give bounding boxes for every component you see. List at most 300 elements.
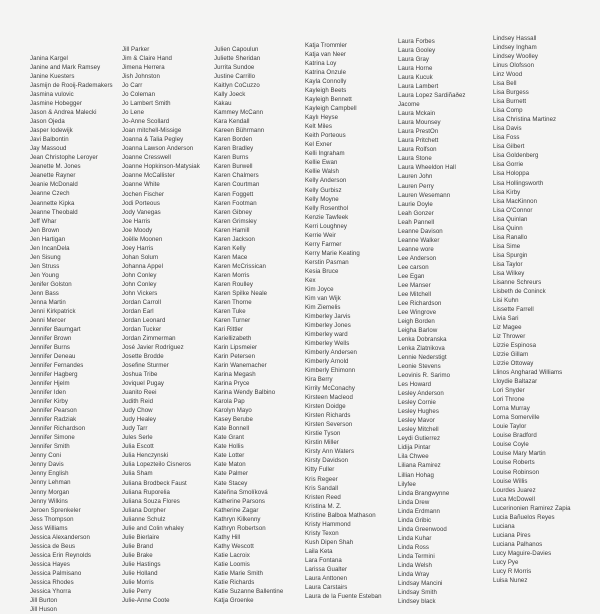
name-entry: Lisa MacKinnon	[493, 197, 538, 205]
name-entry: Jill Huson	[30, 605, 57, 613]
name-entry: Liz Thrower	[493, 333, 526, 341]
name-entry: Karola Pap	[214, 398, 245, 406]
name-entry: Juanito Reei	[122, 389, 157, 397]
name-entry: Linda Drew	[398, 498, 430, 506]
name-entry: Lauren Wesemann	[398, 191, 451, 199]
name-entry: Lucy R Morris	[493, 567, 532, 575]
name-entry: Jen Brown	[30, 226, 60, 234]
name-entry: Lucerinonien Ramirez Zapia	[493, 504, 571, 512]
name-entry: Louise Coyle	[493, 441, 529, 449]
name-entry: Luca McDowell	[493, 495, 535, 503]
name-entry: Kirsty Davidson	[305, 457, 349, 465]
name-entry: Kush Dipen Shah	[305, 538, 354, 546]
name-entry: Lennie Nederstigt	[398, 354, 447, 362]
name-entry: Juliana Dorpher	[122, 506, 166, 514]
name-entry: Karin Wanemacher	[214, 362, 267, 370]
name-entry: Judy Healey	[122, 416, 157, 424]
name-entry: Juliana Brodbeck Faust	[122, 479, 187, 487]
name-entry: Jim & Claire Hand	[122, 55, 172, 63]
name-entry: Joëlle Moonen	[122, 235, 163, 243]
name-entry: Louise Willis	[493, 477, 528, 485]
name-entry: Jenifer Golston	[30, 280, 72, 288]
name-entry: Kimberley Jones	[305, 321, 351, 329]
name-entry: Laura de la Fuente Esteban	[305, 592, 382, 600]
name-entry: Luisa Nunez	[493, 576, 528, 584]
name-entry: Jodi Porteous	[122, 199, 160, 207]
name-entry: Kimberley ward	[305, 331, 348, 338]
name-entry: Kel Exner	[305, 141, 332, 149]
name-entry: Kirsteen Macleod	[305, 394, 353, 402]
name-entry: Kristy Texon	[305, 529, 339, 537]
name-entry: Kelly Gurbisz	[305, 186, 342, 194]
name-entry: Kate Hollis	[214, 443, 244, 451]
name-entry: Kelly Anderson	[305, 177, 347, 185]
name-entry: Leovinis R. Sarimo	[398, 372, 451, 380]
name-entry: Kesia Bruce	[305, 267, 339, 275]
name-entry: Jeanne Theobald	[30, 208, 78, 216]
name-entry: Linus Olofsson	[493, 62, 535, 70]
name-entry: Katrina Onzule	[305, 69, 347, 77]
name-entry: Kakau	[214, 100, 232, 108]
name-entry: Juliette Sheridan	[214, 55, 261, 63]
name-entry: Louie Taylor	[493, 423, 527, 431]
name-entry: Jenna Martin	[30, 298, 66, 306]
name-entry: Laura Horne	[398, 65, 433, 73]
name-entry: Karen Bradley	[214, 145, 254, 153]
name-entry: Jish Johnston	[122, 73, 160, 81]
name-entry: Lesley Cornie	[398, 399, 436, 407]
name-entry: Karen Courtman	[214, 181, 260, 189]
name-entry: Jessica Yhorra	[30, 587, 71, 595]
name-entry: Lori Snyder	[493, 387, 525, 395]
name-entry: Lindsay Mancini	[398, 579, 443, 587]
name-entry: Laura Mounsey	[398, 119, 441, 127]
name-entry: Laila Keta	[305, 547, 333, 555]
name-entry: Jo Carr	[122, 82, 143, 90]
name-entry: Jimena Herrera	[122, 64, 165, 72]
name-entry: Kelly Moyne	[305, 195, 339, 203]
name-entry: Kate Grant	[214, 434, 244, 442]
name-entry: Lizzie Espinosa	[493, 342, 537, 350]
name-entry: Lisanne Schreurs	[493, 278, 542, 286]
name-entry: Jochen Fischer	[122, 190, 165, 198]
name-entry: Jo-Anne Scollard	[122, 118, 170, 126]
name-entry: Lara Fontana	[305, 556, 342, 564]
name-entry: Linda Wray	[398, 570, 430, 578]
name-entry: Lindsay Smith	[398, 588, 437, 596]
name-entry: Katie Loomis	[214, 560, 250, 568]
name-entry: Lesley Mavor	[398, 417, 435, 425]
names-column-6	[493, 34, 589, 585]
name-entry: Joshua Tribe	[122, 371, 158, 379]
name-entry: Jason Ojeda	[30, 118, 65, 126]
name-entry: Kris Regeer	[305, 475, 338, 483]
name-entry: Janina Kargel	[30, 55, 68, 62]
name-entry: Joe Moody	[122, 226, 153, 234]
name-entry: Jennifer Richardson	[30, 425, 86, 433]
name-entry: Kirsten Doidge	[305, 403, 346, 411]
name-entry: Karen Turner	[214, 316, 251, 324]
name-entry: Jordan Leonard	[122, 316, 166, 324]
name-entry: Julie Holland	[122, 569, 158, 577]
name-entry: Kirsten Severson	[305, 421, 353, 429]
name-entry: Linda Kuhar	[398, 534, 432, 542]
name-entry: Kayleigh Beets	[305, 87, 347, 95]
name-entry: Lee Mitchell	[398, 290, 432, 298]
name-entry: Louise Mary Martin	[493, 450, 546, 458]
name-entry: Julie Hastings	[122, 560, 161, 568]
name-entry: Jeanie McDonald	[30, 181, 78, 189]
name-entry: Lisa Holoppa	[493, 170, 530, 178]
name-entry: Jacome	[398, 101, 420, 109]
name-entry: Kathy Hill	[214, 533, 241, 541]
name-entry: Karolyn Mayo	[214, 407, 252, 415]
name-entry: Lesley Hughes	[398, 408, 439, 416]
name-entry: Lillian Hohag	[398, 471, 434, 479]
name-entry: Laura Gray	[398, 56, 429, 64]
name-entry: Laura Mckain	[398, 110, 436, 118]
name-entry: Kim Ziemelis	[305, 303, 341, 311]
name-entry: Jessica Palmisano	[30, 569, 82, 577]
name-entry: Kathy Wescott	[214, 542, 254, 550]
name-entry: Lucy Maguire-Davies	[493, 549, 552, 557]
name-entry: Karen Grimsley	[214, 217, 257, 225]
name-entry: Lisa Comp	[493, 107, 523, 115]
name-entry: Lenka Dobranska	[398, 336, 447, 344]
name-entry: Lindsey Hassall	[493, 35, 537, 42]
name-entry: Julien Capoulun	[214, 46, 259, 53]
name-entry: Jeanette Rayner	[30, 172, 76, 180]
names-column-3	[214, 45, 310, 605]
name-entry: John Conley	[122, 271, 157, 279]
name-entry: Leonie Stevens	[398, 363, 441, 371]
name-entry: Jennifer Kirby	[30, 398, 68, 406]
name-entry: Laura Rolfson	[398, 146, 437, 154]
name-entry: Kate Bonnell	[214, 425, 250, 433]
name-entry: Jennifer Deneau	[30, 353, 76, 361]
name-entry: Lindsey black	[398, 597, 436, 605]
name-entry: Juliana Souza Flores	[122, 497, 180, 505]
name-entry: Lenka Zlatnikova	[398, 345, 445, 353]
name-entry: Louise Roberts	[493, 459, 535, 467]
name-entry: Kerry Marie Keating	[305, 249, 360, 257]
name-entry: Kammey McCann	[214, 109, 264, 117]
name-entry: Linda Erdmann	[398, 507, 440, 515]
name-entry: Kasey Berube	[214, 416, 253, 424]
name-entry: Lisa Gorrie	[493, 161, 524, 169]
name-entry: Lisa Taylor	[493, 260, 523, 268]
name-entry: Kitty Fuller	[305, 466, 335, 474]
name-entry: Judith Reid	[122, 398, 154, 406]
name-entry: Lisa Quinn	[493, 224, 523, 232]
name-entry: Kate Palmer	[214, 470, 249, 478]
name-entry: Liz Magee	[493, 324, 522, 331]
name-entry: Kristen Reed	[305, 493, 341, 501]
name-entry: Lorna Murray	[493, 405, 530, 413]
name-entry: Laura Wheeldon Hall	[398, 164, 456, 172]
name-entry: Julie Perry	[122, 587, 152, 595]
name-entry: José Javier Rodríguez	[122, 344, 184, 352]
name-entry: Jess Williams	[30, 524, 68, 532]
name-entry: Jeannette Kipka	[30, 199, 75, 207]
name-entry: Jessica Hayes	[30, 560, 70, 568]
name-entry: Laura Lopez Sardiñaðez	[398, 92, 466, 100]
name-entry: Lee Manser	[398, 281, 431, 289]
name-entry: Jay Massoud	[30, 145, 67, 153]
name-entry: Jeanne Czech	[30, 190, 70, 198]
name-entry: Lisa Quinlan	[493, 215, 528, 223]
name-entry: Kex	[305, 276, 316, 284]
name-entry: Jennifer Smith	[30, 443, 70, 451]
name-entry: Kate Lotter	[214, 452, 245, 460]
name-entry: Lesley Anderson	[398, 390, 444, 398]
name-entry: Karen Foggett	[214, 190, 254, 198]
name-entry: Jenny English	[30, 470, 69, 478]
name-entry: Lisa Spurgin	[493, 251, 528, 259]
name-entry: Leanne Davison	[398, 227, 443, 235]
name-entry: Lloydie Baltazar	[493, 378, 538, 386]
name-entry: Lisa Sime	[493, 242, 521, 250]
name-entry: Lourdes Juarez	[493, 486, 536, 494]
name-entry: Jenny Lehman	[30, 479, 71, 487]
name-entry: Jordan Carroll	[122, 298, 161, 306]
name-entry: Karen McCrissican	[214, 262, 266, 270]
name-entry: Jasmina vulovic	[30, 91, 74, 99]
name-entry: Jessica Rhodes	[30, 578, 74, 586]
name-entry: Karen Mace	[214, 253, 248, 261]
name-entry: Katie Suzanne Ballentine	[214, 587, 284, 595]
name-entry: Karina Megash	[214, 371, 256, 379]
name-entry: Karen Burwell	[214, 163, 253, 171]
name-entry: John Vickers	[122, 289, 158, 297]
name-entry: Jordan Zimmerman	[122, 335, 176, 342]
name-entry: Karen Chalmers	[214, 172, 259, 180]
name-entry: Kirsty Ann Waters	[305, 448, 355, 456]
name-entry: John Conley	[122, 280, 157, 288]
name-entry: Jenny Coni	[30, 452, 61, 460]
name-entry: Kerstin Pasman	[305, 258, 349, 266]
name-entry: Kirstie Tyson	[305, 430, 341, 438]
name-entry: Lori Throne	[493, 396, 525, 404]
name-entry: Kate Stacey	[214, 479, 248, 487]
name-entry: Katherine Zagar	[214, 506, 259, 514]
name-entry: Jen Sisung	[30, 253, 61, 261]
name-entry: Lindsey Ingham	[493, 44, 537, 52]
name-entry: Luciana Pires	[493, 531, 531, 539]
name-entry: Jennifer Fernandes	[30, 362, 84, 370]
name-entry: Linz Wood	[493, 71, 523, 79]
name-entry: Jenni Mercer	[30, 316, 66, 324]
name-entry: Katie Marie Smith	[214, 569, 263, 577]
name-entry: Leah Gonzer	[398, 209, 434, 217]
name-entry: Luciana	[493, 522, 515, 530]
name-entry: Lisi Kuhn	[493, 296, 519, 304]
name-entry: Johan Solum	[122, 253, 159, 261]
name-entry: Lisa Kirby	[493, 188, 521, 196]
name-entry: Joanne Hopkinson-Matysiak	[122, 163, 200, 171]
name-entry: Kris Sandall	[305, 484, 339, 492]
name-entry: Julie and Colin whaley	[122, 524, 184, 532]
name-entry: Jennifer Hagberg	[30, 371, 78, 379]
name-entry: Keith Porteous	[305, 132, 346, 140]
name-entry: Jennifer Iden	[30, 389, 66, 397]
name-entry: Karen Roulley	[214, 280, 253, 288]
name-entry: Jennifer Simone	[30, 434, 75, 442]
name-entry: Kenzie Tawfeek	[305, 213, 349, 221]
name-entry: Lisbeth de Coninck	[493, 287, 546, 295]
name-entry: Kristine Balboa Mathason	[305, 511, 376, 519]
name-entry: Jeff Whar	[30, 217, 57, 225]
name-entry: Kayleigh Campbell	[305, 105, 357, 113]
name-entry: Jenny Davis	[30, 461, 64, 469]
name-entry: Joanna & Talia Pegley	[122, 136, 184, 144]
name-entry: Karen Tuke	[214, 307, 246, 315]
name-entry: Louise Bradford	[493, 432, 537, 440]
name-entry: Jean Christophe Leroyer	[30, 154, 98, 162]
name-entry: Jeroen Sprenkeler	[30, 506, 81, 514]
name-entry: Lisa Bell	[493, 80, 517, 88]
name-entry: Les Howard	[398, 381, 432, 389]
name-entry: Karen Jackson	[214, 235, 255, 243]
name-entry: Julia Lopezteilo Cisneros	[122, 461, 191, 469]
name-entry: Jody Vanegas	[122, 208, 161, 216]
name-entry: Lisa Foss	[493, 134, 520, 142]
name-entry: Lesley Mitchell	[398, 426, 439, 434]
name-entry: Lee Egan	[398, 272, 425, 280]
name-entry: Kellie Walsh	[305, 168, 339, 176]
name-entry: Kelt Miles	[305, 123, 332, 131]
name-entry: Kaitlyn CoCuzzo	[214, 82, 260, 90]
name-entry: Jen Hartigan	[30, 235, 66, 243]
name-entry: Lisa Wilkey	[493, 269, 525, 277]
name-entry: Jessica de Beus	[30, 542, 76, 550]
name-entry: Lisa Goldenberg	[493, 152, 539, 160]
name-entry: Joan mitchell-Missige	[122, 127, 182, 135]
name-entry: Lauren Perry	[398, 182, 434, 190]
names-column-1	[30, 54, 126, 614]
name-entry: Karen Thorne	[214, 298, 252, 306]
name-entry: Jurrita Sundoe	[214, 64, 255, 72]
name-entry: Livia Sari	[493, 314, 519, 322]
name-entry: Kirsten Richards	[305, 412, 351, 420]
name-entry: Kirrily McConachy	[305, 385, 355, 393]
name-entry: Julie Brake	[122, 551, 153, 559]
name-entry: Linda Brangwynne	[398, 489, 450, 497]
name-entry: Karen Gibney	[214, 208, 252, 216]
name-entry: Kathryn Kilkenny	[214, 515, 261, 523]
name-entry: Joviquel Pugay	[122, 380, 165, 388]
name-entry: Kerrie Weir	[305, 231, 336, 239]
name-entry: Jenni Kirkpatrick	[30, 307, 76, 315]
name-entry: Kim Joyce	[305, 285, 334, 293]
name-entry: Julie Morris	[122, 578, 154, 586]
name-entry: Kathryn Robertson	[214, 524, 266, 532]
name-entry: Judy Chow	[122, 407, 153, 415]
names-column-4	[305, 41, 401, 601]
name-entry: Kelli Ingraham	[305, 150, 345, 158]
name-entry: Jo Coleman	[122, 91, 156, 99]
name-entry: Karina Wendy Balbino	[214, 389, 276, 397]
name-entry: Juliana Ruporelia	[122, 488, 170, 496]
name-entry: Karen Borden	[214, 136, 253, 144]
name-entry: Linda Greenwood	[398, 525, 447, 533]
name-entry: Kimberly Ehimonn	[305, 367, 356, 375]
name-entry: Jason & Andrea Malecki	[30, 109, 97, 117]
name-entry: Louise Robinson	[493, 468, 540, 476]
name-entry: Kimberly Andersen	[305, 349, 357, 357]
name-entry: Leigha Barlow	[398, 327, 438, 334]
name-entry: Jasper Iodewijk	[30, 127, 73, 135]
name-entry: Kareen Bührmann	[214, 127, 265, 135]
name-entry: Jordan Tucker	[122, 325, 162, 333]
name-entry: Laura Kucuk	[398, 74, 433, 82]
name-entry: Lisa Burnett	[493, 98, 527, 106]
name-entry: Kimberley Wells	[305, 340, 350, 348]
name-entry: Joey Harris	[122, 244, 154, 252]
name-entry: Karina Pryce	[214, 380, 250, 388]
name-entry: Joanna Lawson Anderson	[122, 145, 194, 153]
name-entry: Lisa Hollingsworth	[493, 179, 544, 187]
name-entry: Lissette Farrell	[493, 305, 534, 313]
name-entry: Laura PrestOn	[398, 128, 439, 136]
names-column-5	[398, 37, 494, 606]
name-entry: Jen IncanDela	[30, 244, 70, 252]
name-entry: Kerri Loughney	[305, 222, 348, 230]
name-entry: Jennifer Hjelm	[30, 380, 70, 388]
name-entry: Katie Lacroix	[214, 551, 250, 559]
name-entry: Karen Hamill	[214, 226, 250, 234]
name-entry: Jen Struss	[30, 262, 60, 270]
name-entry: Lee carson	[398, 263, 429, 271]
name-entry: Lizzie Gillam	[493, 351, 529, 359]
name-entry: Karen Spilke Neale	[214, 289, 268, 297]
name-entry: Leydi Gutierrez	[398, 435, 441, 443]
name-entry: Kayla Connolly	[305, 78, 347, 86]
name-entry: Lauren John	[398, 173, 433, 181]
name-entry: Josette Brodde	[122, 353, 164, 361]
name-entry: Jenny Morgan	[30, 488, 70, 496]
name-entry: Lisa Burgess	[493, 89, 529, 97]
name-entry: Karen Footman	[214, 199, 257, 207]
name-entry: Lee Wingrove	[398, 308, 437, 316]
name-entry: Julia Sham	[122, 470, 153, 478]
names-column-2	[122, 45, 218, 605]
name-entry: Julie Brand	[122, 542, 154, 550]
name-entry: Jeanette M. Jones	[30, 163, 81, 171]
name-entry: Lee Richardson	[398, 299, 442, 307]
name-entry: Lidija Pintar	[398, 444, 431, 452]
name-entry: Lucy Pye	[493, 558, 519, 566]
name-entry: Linda Ross	[398, 543, 429, 551]
name-entry: Lila Chwee	[398, 453, 429, 461]
name-entry: Leah Pannell	[398, 218, 435, 226]
name-entry: Katie Richards	[214, 578, 255, 586]
name-entry: Karin Lipsmeier	[214, 344, 258, 352]
name-entry: Katherine Parsons	[214, 497, 265, 505]
name-entry: Kristy Hammond	[305, 520, 351, 528]
name-entry: Kellie Ewan	[305, 159, 338, 167]
name-entry: Jenn Bass	[30, 289, 59, 297]
name-entry: Leanne wore	[398, 245, 434, 253]
name-entry: Karin Petersen	[214, 353, 256, 361]
name-entry: Kariellizabeth	[214, 335, 252, 342]
name-entry: Johanna Appel	[122, 262, 163, 270]
name-entry: Joe Harris	[122, 217, 151, 225]
name-entry: Joanne Cresswell	[122, 154, 171, 162]
name-entry: Javi Balbontin	[30, 136, 69, 144]
name-entry: Judy Tarr	[122, 425, 148, 433]
name-entry: Katja Trommler	[305, 42, 348, 49]
